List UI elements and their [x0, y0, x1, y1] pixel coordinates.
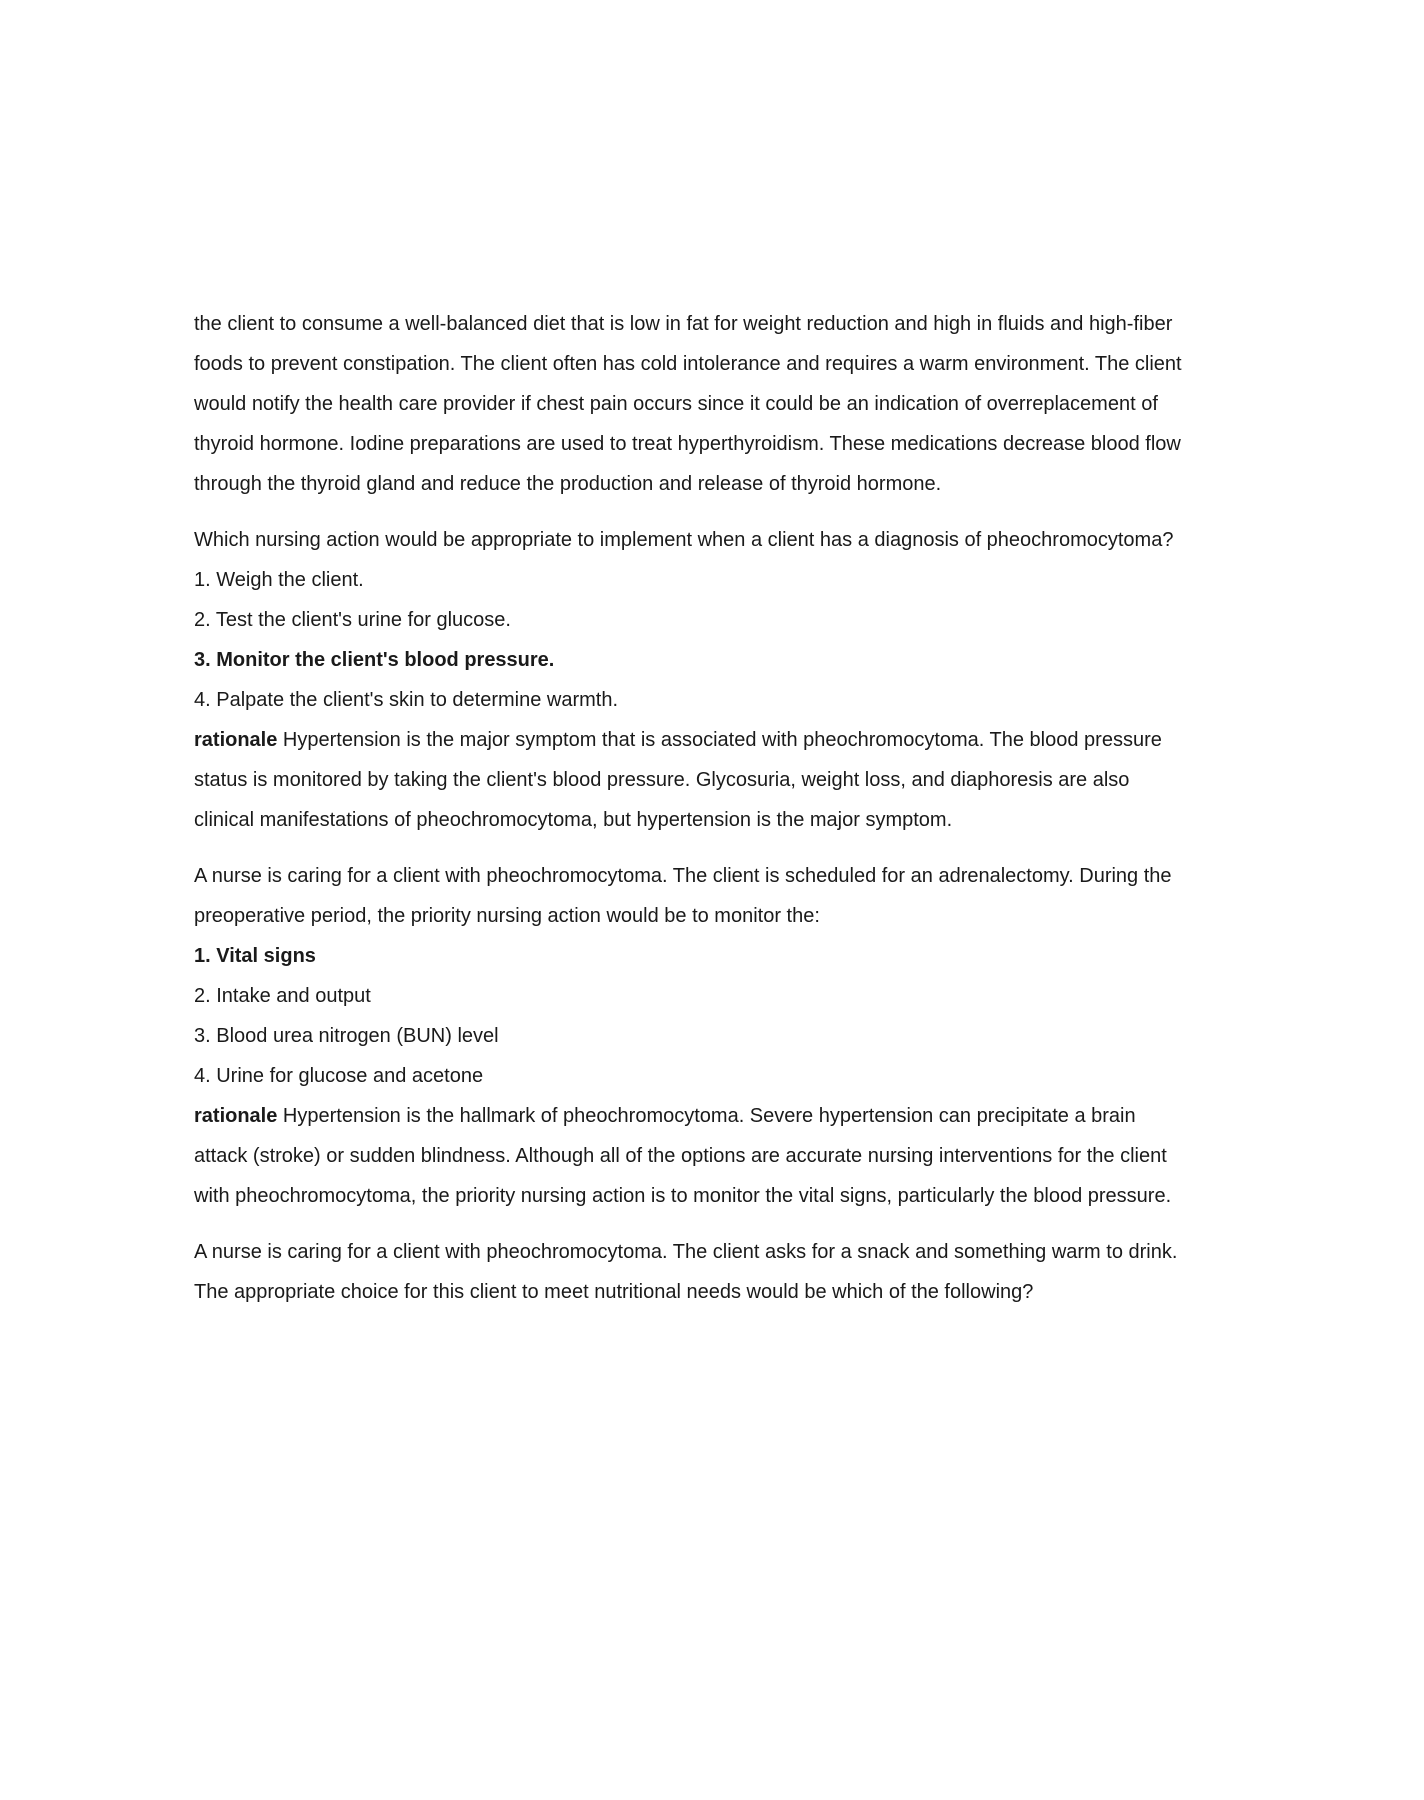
rationale-text: Hypertension is the hallmark of pheochromocytoma. Severe hypertension can precipitate a brain attack (stroke) or sudden blindness. Although all of the options are accurate nursing interventions for the client with pheochromocytoma, the priority nursing action is to monitor the vital signs, particularly the blood pressure.	[194, 1105, 1172, 1207]
question-1-options	[194, 560, 1194, 720]
question-2-option-2: 2. Intake and output	[194, 985, 371, 1007]
question-1-text: Which nursing action would be appropriate to implement when a client has a diagnosis of pheochromocytoma?	[194, 529, 1174, 551]
question-1-option-3-correct: 3. Monitor the client's blood pressure.	[194, 649, 555, 671]
question-3-text: A nurse is caring for a client with pheochromocytoma. The client asks for a snack and something warm to drink. The appropriate choice for this client to meet nutritional needs would be which of the following?	[194, 1241, 1178, 1303]
question-2-options	[194, 936, 1194, 1096]
question-1-rationale	[194, 720, 1194, 840]
rationale-label: rationale	[194, 729, 278, 751]
document-page	[194, 304, 1194, 1312]
question-1-option-2: 2. Test the client's urine for glucose.	[194, 609, 511, 631]
question-1-option-4: 4. Palpate the client's skin to determine warmth.	[194, 689, 619, 711]
intro-paragraph: the client to consume a well-balanced diet that is low in fat for weight reduction and high in fluids and high-fiber foods to prevent constipation. The client often has cold intolerance and requires a warm environment. The client would notify the health care provider if chest pain occurs since it could be an indication of overreplacement of thyroid hormone. Iodine preparations are used to treat hyperthyroidism. These medications decrease blood flow through the thyroid gland and reduce the production and release of thyroid hormone.	[194, 313, 1182, 495]
question-2-option-1-correct: 1. Vital signs	[194, 945, 316, 967]
question-2-option-3: 3. Blood urea nitrogen (BUN) level	[194, 1025, 499, 1047]
question-2-rationale	[194, 1096, 1194, 1216]
rationale-label: rationale	[194, 1105, 278, 1127]
rationale-text: Hypertension is the major symptom that is associated with pheochromocytoma. The blood pressure status is monitored by taking the client's blood pressure. Glycosuria, weight loss, and diaphoresis are also clinical manifestations of pheochromocytoma, but hypertension is the major symptom.	[194, 729, 1162, 831]
question-2-text: A nurse is caring for a client with pheochromocytoma. The client is scheduled for an adrenalectomy. During the preoperative period, the priority nursing action would be to monitor the:	[194, 865, 1172, 927]
question-2-option-4: 4. Urine for glucose and acetone	[194, 1065, 484, 1087]
question-1-option-1: 1. Weigh the client.	[194, 569, 364, 591]
